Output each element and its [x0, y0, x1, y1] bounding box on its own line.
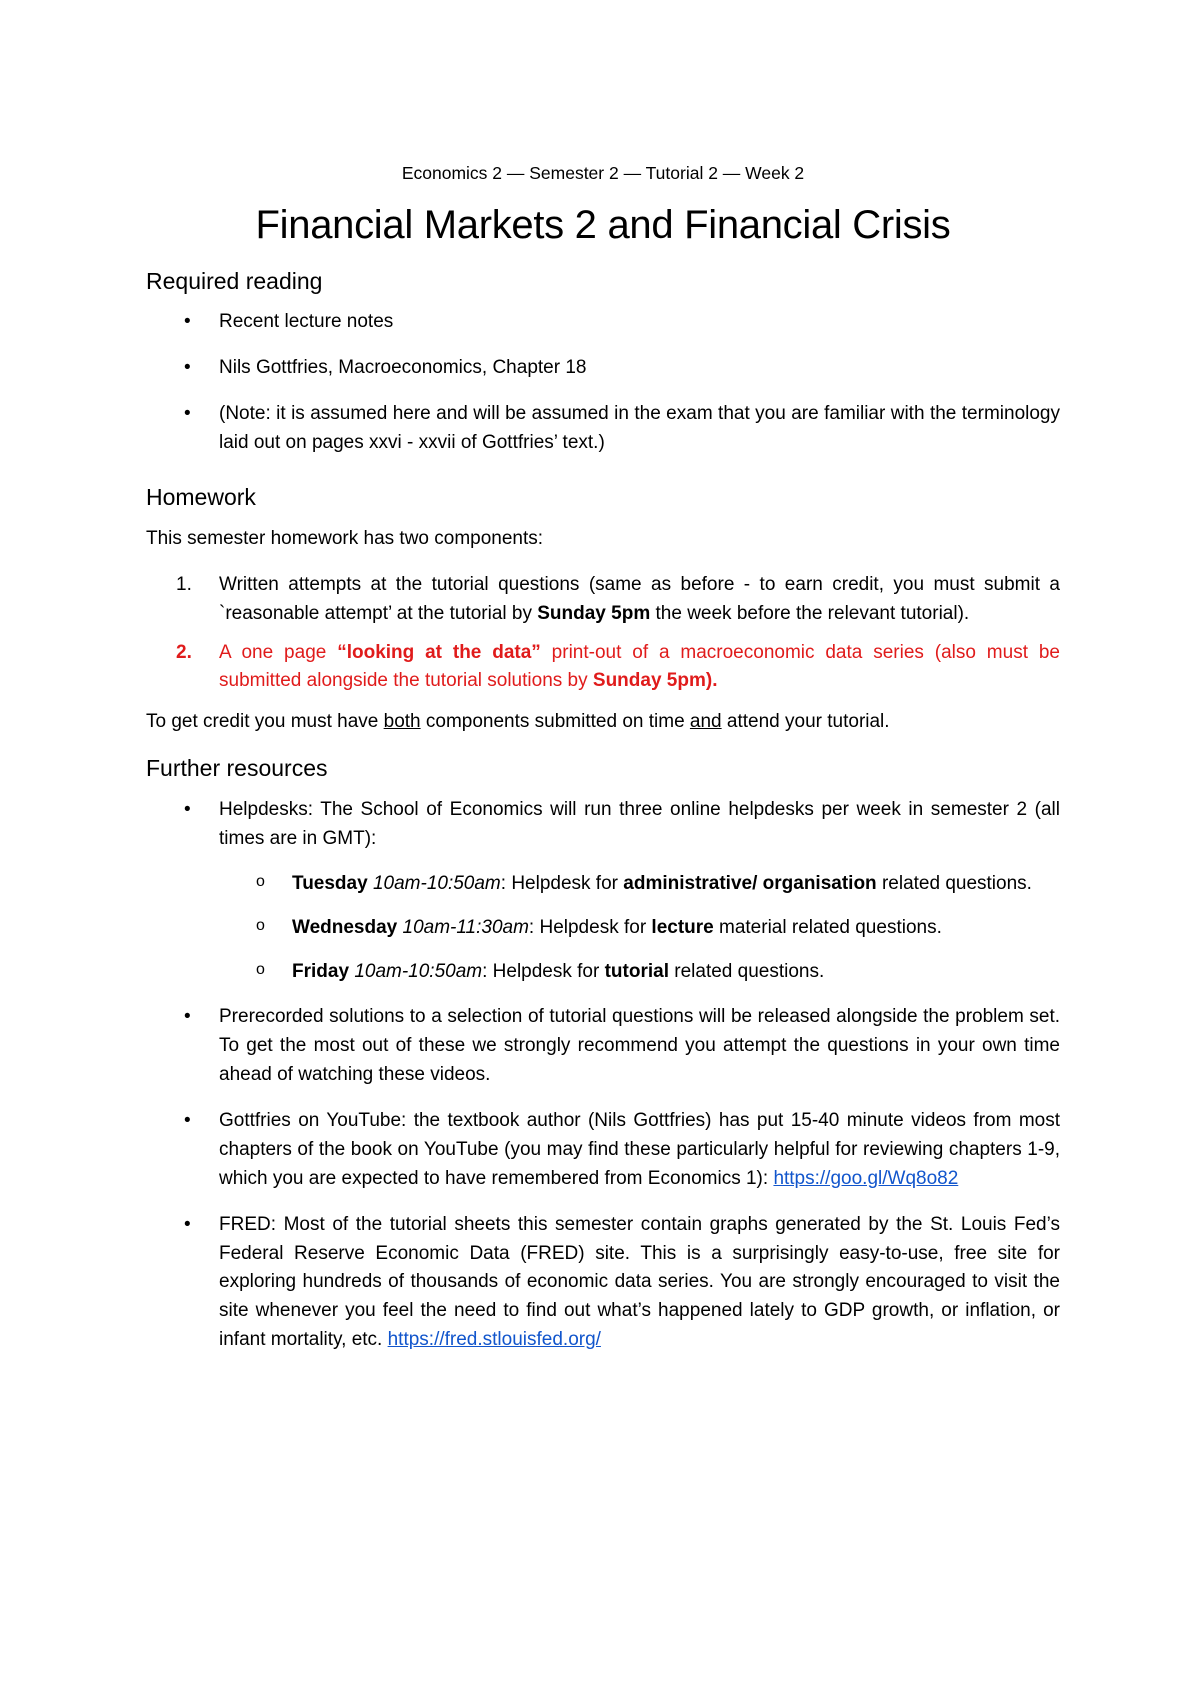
credit-note: To get credit you must have both components submitted on time and attend your tutorial. — [146, 711, 890, 733]
homework-intro: This semester homework has two components: — [146, 527, 544, 549]
helpdesk-item: o Tuesday 10am-10:50am: Helpdesk for administrative/ organisation related questions. — [146, 870, 1060, 899]
required-reading-heading: Required reading — [146, 267, 323, 294]
list-item: • FRED: Most of the tutorial sheets this semester contain graphs generated by the St. Louis Fed’s Federal Reserve Economic Data (FRED) site. This is a surprisingly easy-to-use, free site for exploring hundreds of thousands of economic data series. You are strongly encouraged to visit the site whenever you feel the need to find out what’s happened lately to GDP growth, or inflation, or infant mortality, etc. https://fred.stlouisfed.org/ — [146, 1211, 1060, 1355]
helpdesk-item: o Friday 10am-10:50am: Helpdesk for tutorial related questions. — [146, 958, 1060, 987]
circle-bullet-icon: o — [256, 872, 265, 890]
bullet-icon: • — [184, 311, 191, 333]
bullet-icon: • — [184, 1006, 191, 1028]
list-item: • Helpdesks: The School of Economics will run three online helpdesks per week in semester 2 (all times are in GMT): o Tuesday 10am-10:50am: Helpdesk for administrative/ organisation related questions. o Wednesday 10am-11:30am: Helpdesk for lecture material related questions. o Friday 10am-10:50am: Helpdesk for tutorial related questions. — [146, 796, 1060, 986]
helpdesk-item: o Wednesday 10am-11:30am: Helpdesk for lecture material related questions. — [146, 914, 1060, 943]
circle-bullet-icon: o — [256, 916, 265, 934]
bullet-icon: • — [184, 403, 191, 425]
list-item-highlighted: 2. A one page “looking at the data” print-out of a macroeconomic data series (also must be submitted alongside the tutorial solutions by Sunday 5pm). — [146, 639, 1060, 697]
homework-list — [146, 571, 1060, 697]
circle-bullet-icon: o — [256, 960, 265, 978]
bullet-icon: • — [184, 357, 191, 379]
youtube-link[interactable]: https://goo.gl/Wq8o82 — [773, 1167, 959, 1189]
bullet-icon: • — [184, 1213, 191, 1235]
list-item: • Nils Gottfries, Macroeconomics, Chapter 18 — [146, 354, 1060, 383]
homework-heading: Homework — [146, 483, 256, 510]
fred-link[interactable]: https://fred.stlouisfed.org/ — [387, 1329, 601, 1351]
page-title: Financial Markets 2 and Financial Crisis — [255, 202, 951, 247]
list-number: 2. — [176, 641, 192, 663]
list-number: 1. — [176, 573, 192, 595]
list-item: 1. Written attempts at the tutorial questions (same as before - to earn credit, you must submit a `reasonable attempt’ at the tutorial by Sunday 5pm the week before the relevant tutorial). — [146, 571, 1060, 629]
list-item: • (Note: it is assumed here and will be assumed in the exam that you are familiar with the terminology laid out on pages xxvi - xxvii of Gottfries’ text.) — [146, 400, 1060, 458]
further-resources-heading: Further resources — [146, 755, 328, 782]
list-item: • Recent lecture notes — [146, 308, 1060, 337]
list-item: • Prerecorded solutions to a selection of tutorial questions will be released alongside the problem set. To get the most out of these we strongly recommend you attempt the questions in your own time ahead of watching these videos. — [146, 1003, 1060, 1090]
course-subtitle: Economics 2 — Semester 2 — Tutorial 2 — Week 2 — [401, 163, 805, 183]
required-reading-list — [146, 308, 1060, 458]
further-resources-list — [146, 796, 1060, 1355]
bullet-icon: • — [184, 1110, 191, 1132]
bullet-icon: • — [184, 799, 191, 821]
list-item: • Gottfries on YouTube: the textbook author (Nils Gottfries) has put 15-40 minute videos from most chapters of the book on YouTube (you may find these particularly helpful for reviewing chapters 1-9, which you are expected to have remembered from Economics 1): https://goo.gl/Wq8o82 — [146, 1107, 1060, 1194]
helpdesk-sublist — [146, 870, 1060, 987]
